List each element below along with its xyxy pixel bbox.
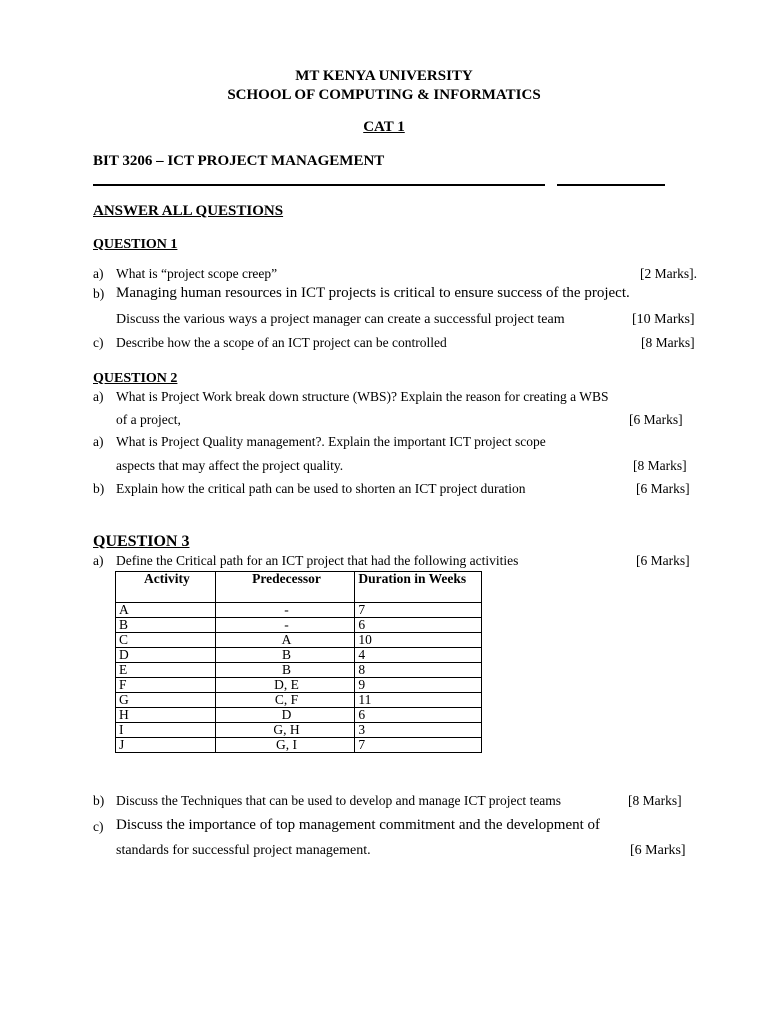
activity-cell: H <box>116 708 216 723</box>
q3-c-label: c) <box>93 819 104 834</box>
question-1-title: QUESTION 1 <box>93 237 178 252</box>
table-row <box>116 663 482 678</box>
q1-a-marks: [2 Marks]. <box>640 266 697 281</box>
table-row <box>116 648 482 663</box>
school-name: SCHOOL OF COMPUTING & INFORMATICS <box>227 87 541 103</box>
predecessor-cell: G, I <box>215 738 355 753</box>
predecessor-cell: G, H <box>215 723 355 738</box>
activity-cell: B <box>116 618 216 633</box>
q1-b-text-2: Discuss the various ways a project manager can create a successful project team <box>116 312 565 327</box>
table-row <box>116 678 482 693</box>
activity-cell: A <box>116 603 216 618</box>
duration-cell: 7 <box>355 603 482 618</box>
q3-b-marks: [8 Marks] <box>628 793 682 808</box>
q2-a2-text: What is Project Quality management?. Explain the important ICT project scope <box>116 434 546 449</box>
activity-table <box>115 571 482 753</box>
q2-a2-marks: [8 Marks] <box>633 458 687 473</box>
column-header-duration: Duration in Weeks <box>355 572 482 603</box>
q1-c-text: Describe how the a scope of an ICT project can be controlled <box>116 335 447 350</box>
duration-cell: 3 <box>355 723 482 738</box>
q3-c-text: Discuss the importance of top management commitment and the development of <box>116 817 601 833</box>
q2-a-text-2: of a project, <box>116 412 181 427</box>
duration-cell: 8 <box>355 663 482 678</box>
table-row <box>116 603 482 618</box>
q2-a2-label: a) <box>93 434 104 449</box>
predecessor-cell: D, E <box>215 678 355 693</box>
q2-a-marks: [6 Marks] <box>629 412 683 427</box>
university-name: MT KENYA UNIVERSITY <box>295 68 473 84</box>
table-row <box>116 633 482 648</box>
instruction: ANSWER ALL QUESTIONS <box>93 203 284 219</box>
q3-a-label: a) <box>93 553 104 568</box>
q1-c-label: c) <box>93 335 104 350</box>
header-divider-short <box>557 184 665 186</box>
q1-b-marks: [10 Marks] <box>632 312 695 327</box>
activity-cell: C <box>116 633 216 648</box>
q2-b-text: Explain how the critical path can be used to shorten an ICT project duration <box>116 481 526 496</box>
q3-b-label: b) <box>93 793 105 808</box>
activity-cell: G <box>116 693 216 708</box>
predecessor-cell: D <box>215 708 355 723</box>
q1-c-marks: [8 Marks] <box>641 335 695 350</box>
q3-b-text: Discuss the Techniques that can be used to develop and manage ICT project teams <box>116 793 562 808</box>
activity-cell: E <box>116 663 216 678</box>
predecessor-cell: B <box>215 663 355 678</box>
q2-a-label: a) <box>93 389 104 404</box>
course-title: BIT 3206 – ICT PROJECT MANAGEMENT <box>93 153 385 169</box>
predecessor-cell: A <box>215 633 355 648</box>
duration-cell: 9 <box>355 678 482 693</box>
predecessor-cell: - <box>215 603 355 618</box>
q3-c-marks: [6 Marks] <box>630 843 686 858</box>
activity-cell: F <box>116 678 216 693</box>
q2-b-label: b) <box>93 481 105 496</box>
column-header-activity: Activity <box>116 572 216 603</box>
activity-cell: D <box>116 648 216 663</box>
q2-b-marks: [6 Marks] <box>636 481 690 496</box>
table-row <box>116 738 482 753</box>
table-row <box>116 723 482 738</box>
duration-cell: 7 <box>355 738 482 753</box>
q3-a-text: Define the Critical path for an ICT project that had the following activities <box>116 553 519 568</box>
q1-b-text: Managing human resources in ICT projects is critical to ensure success of the project. <box>116 285 630 301</box>
table-row <box>116 618 482 633</box>
q2-a-text: What is Project Work break down structure (WBS)? Explain the reason for creating a WBS <box>116 389 609 404</box>
duration-cell: 11 <box>355 693 482 708</box>
question-3-title: QUESTION 3 <box>93 533 190 550</box>
cat-title: CAT 1 <box>363 119 405 135</box>
predecessor-cell: - <box>215 618 355 633</box>
q1-a-label: a) <box>93 266 104 281</box>
q3-a-marks: [6 Marks] <box>636 553 690 568</box>
duration-cell: 6 <box>355 708 482 723</box>
duration-cell: 10 <box>355 633 482 648</box>
activity-cell: I <box>116 723 216 738</box>
duration-cell: 4 <box>355 648 482 663</box>
duration-cell: 6 <box>355 618 482 633</box>
predecessor-cell: B <box>215 648 355 663</box>
q1-a-text: What is “project scope creep” <box>116 266 278 281</box>
column-header-predecessor: Predecessor <box>215 572 355 603</box>
question-2-title: QUESTION 2 <box>93 371 178 386</box>
q1-b-label: b) <box>93 286 105 301</box>
q2-a2-text-2: aspects that may affect the project quality. <box>116 458 344 473</box>
table-header-row <box>116 572 482 603</box>
activity-cell: J <box>116 738 216 753</box>
q3-c-text-2: standards for successful project management. <box>116 843 371 858</box>
table-row <box>116 708 482 723</box>
table-row <box>116 693 482 708</box>
header-divider <box>93 184 545 186</box>
predecessor-cell: C, F <box>215 693 355 708</box>
